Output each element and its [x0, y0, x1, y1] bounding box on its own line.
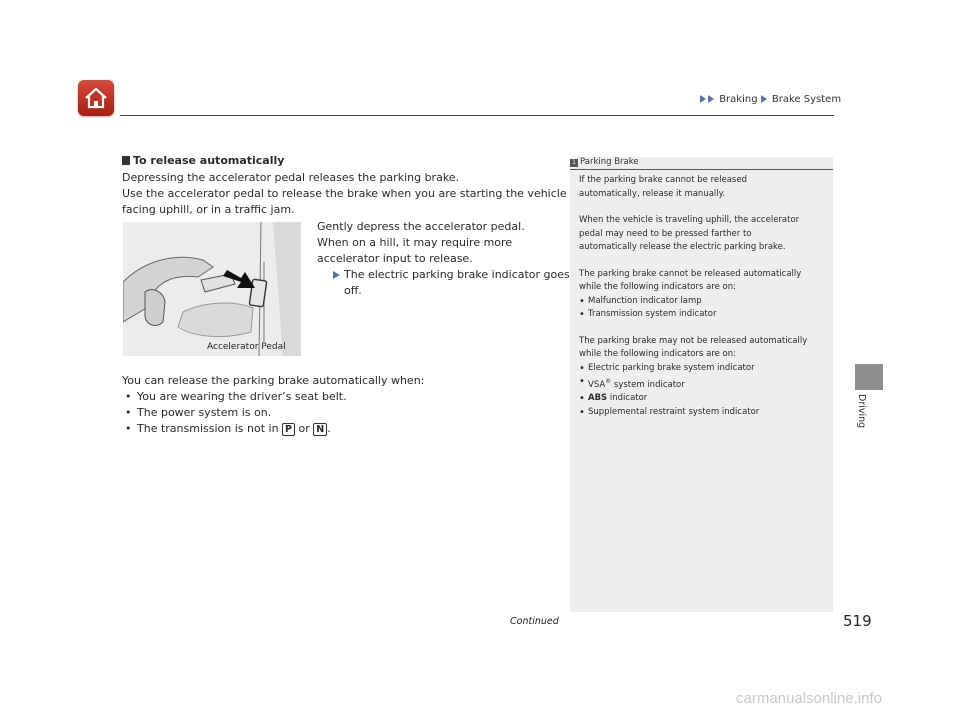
vsa-label: VSA: [588, 379, 606, 390]
breadcrumb-item-brake-system[interactable]: Brake System: [771, 94, 842, 105]
breadcrumb-item-braking[interactable]: Braking: [719, 94, 758, 105]
panel-line: while the following indicators are on:: [579, 349, 737, 359]
conditions-intro: You can release the parking brake automatically when:: [122, 374, 425, 387]
neutral-key-icon: N: [313, 423, 327, 436]
header-divider: [120, 115, 834, 116]
conditions-list: [125, 389, 347, 437]
panel-line: The parking brake cannot be released automatically: [579, 268, 802, 279]
page-number: 519: [843, 612, 872, 630]
chapter-tab-label: Driving: [856, 394, 867, 429]
panel-line: automatically, release it manually.: [579, 188, 726, 199]
section-marker-icon: [122, 156, 130, 165]
home-button[interactable]: [78, 80, 114, 116]
chapter-tab[interactable]: [855, 364, 883, 390]
panel-line: When the vehicle is traveling uphill, the accelerator: [579, 215, 800, 225]
panel-line: If the parking brake cannot be released: [579, 175, 747, 185]
step-result: [333, 267, 570, 299]
list-item: • Malfunction indicator lamp: [579, 295, 807, 309]
transmission-joiner: or: [298, 422, 310, 435]
panel-line: while the following indicators are on:: [579, 282, 737, 292]
intro-line: Use the accelerator pedal to release the brake when you are starting the vehicle: [122, 187, 567, 200]
step-instructions: [317, 219, 525, 267]
transmission-suffix: .: [327, 422, 331, 435]
step-line: accelerator input to release.: [317, 252, 473, 265]
intro-line: facing uphill, or in a traffic jam.: [122, 203, 295, 216]
vsa-text: system indicator: [613, 379, 685, 390]
intro-line: Depressing the accelerator pedal releases the parking brake.: [122, 171, 460, 184]
watermark: carmanualsonline.info: [736, 690, 882, 707]
breadcrumb: [700, 94, 841, 105]
section-heading: [122, 154, 284, 167]
panel-line: pedal may need to be pressed farther to: [579, 228, 752, 239]
result-line: off.: [344, 284, 362, 297]
intro-paragraph: [122, 170, 567, 218]
transmission-text: The transmission is not in: [137, 422, 279, 435]
panel-title-text: Parking Brake: [580, 157, 639, 167]
list-item: • Electric parking brake system indicator: [579, 362, 807, 376]
abs-label: ABS: [588, 393, 608, 404]
panel-divider: [570, 169, 833, 170]
step-line: Gently depress the accelerator pedal.: [317, 220, 525, 233]
breadcrumb-arrow-icon: [761, 95, 767, 103]
step-line: When on a hill, it may require more: [317, 236, 513, 249]
panel-title: [570, 157, 639, 167]
figure-caption: Accelerator Pedal: [207, 342, 286, 352]
panel-line: The parking brake may not be released automatically: [579, 335, 808, 346]
result-arrow-icon: [333, 271, 340, 279]
list-item: [125, 421, 347, 437]
abs-text: indicator: [609, 393, 648, 404]
list-item: • Transmission system indicator: [579, 308, 807, 322]
list-item: [579, 392, 807, 406]
list-item: • The power system is on.: [125, 405, 347, 421]
list-item: [579, 375, 807, 392]
panel-line: automatically release the electric parking brake.: [579, 242, 786, 252]
accelerator-pedal-illustration: [123, 222, 301, 356]
breadcrumb-arrow-icon: [700, 95, 706, 103]
park-key-icon: P: [282, 423, 295, 436]
registered-mark: ®: [605, 378, 612, 385]
list-item: • You are wearing the driver’s seat belt.: [125, 389, 347, 405]
section-heading-text: To release automatically: [133, 154, 285, 167]
home-icon: [82, 84, 110, 112]
reference-marker-icon: 1: [570, 159, 578, 167]
panel-content: [579, 174, 807, 419]
continued-label: Continued: [510, 616, 559, 627]
result-line: The electric parking brake indicator goes: [344, 268, 570, 281]
list-item: • Supplemental restraint system indicator: [579, 406, 807, 420]
breadcrumb-arrow-icon: [708, 95, 714, 103]
